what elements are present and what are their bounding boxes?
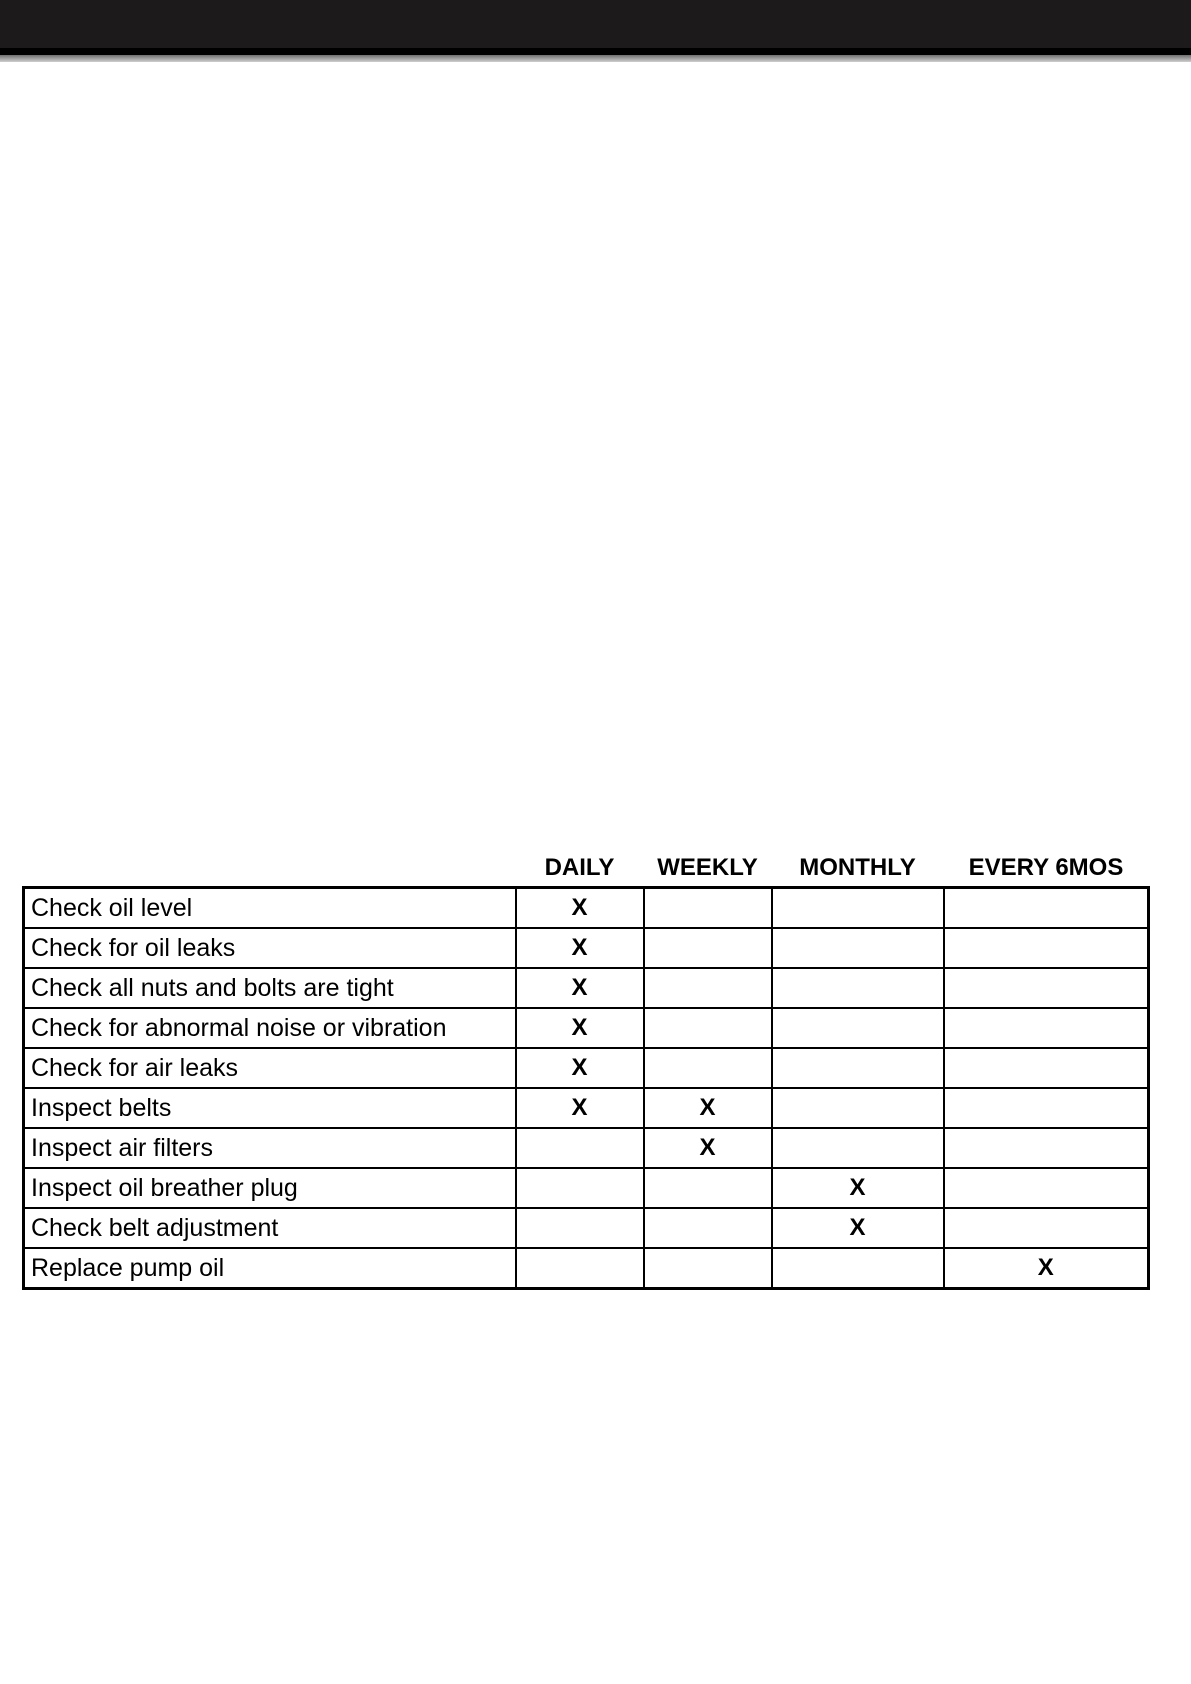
- maintenance-schedule: [22, 848, 1150, 1290]
- table-row: [24, 1168, 1149, 1208]
- monthly-mark: [772, 1248, 944, 1289]
- weekly-mark: [644, 1248, 772, 1289]
- every-6mos-mark: X: [944, 1248, 1149, 1289]
- daily-mark: X: [516, 968, 644, 1008]
- monthly-mark: [772, 928, 944, 968]
- daily-mark: X: [516, 1048, 644, 1088]
- weekly-mark: [644, 1208, 772, 1248]
- task-cell: Check for air leaks: [24, 1048, 516, 1088]
- monthly-mark: [772, 968, 944, 1008]
- task-cell: Check belt adjustment: [24, 1208, 516, 1248]
- table-row: [24, 888, 1149, 929]
- task-cell: Inspect oil breather plug: [24, 1168, 516, 1208]
- table-row: [24, 1088, 1149, 1128]
- weekly-mark: [644, 928, 772, 968]
- table-row: [24, 968, 1149, 1008]
- table-header-row: [24, 848, 1149, 888]
- table-row: [24, 1128, 1149, 1168]
- table-row: [24, 928, 1149, 968]
- every-6mos-mark: [944, 1088, 1149, 1128]
- top-header-bar: [0, 0, 1191, 55]
- weekly-mark: X: [644, 1088, 772, 1128]
- table-row: [24, 1008, 1149, 1048]
- task-cell: Replace pump oil: [24, 1248, 516, 1289]
- weekly-mark: [644, 1168, 772, 1208]
- every-6mos-mark: [944, 968, 1149, 1008]
- weekly-mark: [644, 1048, 772, 1088]
- daily-mark: X: [516, 1008, 644, 1048]
- every-6mos-mark: [944, 1128, 1149, 1168]
- monthly-mark: [772, 1048, 944, 1088]
- every-6mos-mark: [944, 1208, 1149, 1248]
- table-row: [24, 1208, 1149, 1248]
- monthly-mark: [772, 1008, 944, 1048]
- monthly-mark: [772, 1128, 944, 1168]
- weekly-mark: [644, 968, 772, 1008]
- daily-mark: [516, 1248, 644, 1289]
- daily-mark: X: [516, 1088, 644, 1128]
- every-6mos-mark: [944, 1008, 1149, 1048]
- task-column-header: [24, 848, 516, 888]
- maintenance-table: [22, 848, 1150, 1290]
- column-header-weekly: WEEKLY: [657, 854, 758, 881]
- daily-mark: [516, 1128, 644, 1168]
- task-cell: Check all nuts and bolts are tight: [24, 968, 516, 1008]
- daily-mark: X: [516, 888, 644, 929]
- daily-mark: [516, 1168, 644, 1208]
- every-6mos-mark: [944, 1048, 1149, 1088]
- column-header-monthly: MONTHLY: [799, 854, 916, 881]
- monthly-mark: [772, 1088, 944, 1128]
- every-6mos-mark: [944, 928, 1149, 968]
- table-row: [24, 1048, 1149, 1088]
- weekly-mark: [644, 1008, 772, 1048]
- task-cell: Check for abnormal noise or vibration: [24, 1008, 516, 1048]
- header-divider: [0, 55, 1191, 62]
- monthly-mark: [772, 888, 944, 929]
- monthly-mark: X: [772, 1208, 944, 1248]
- monthly-mark: X: [772, 1168, 944, 1208]
- table-row: [24, 1248, 1149, 1289]
- column-header-every-6mos: EVERY 6MOS: [968, 854, 1124, 881]
- column-header-daily: DAILY: [544, 854, 615, 881]
- every-6mos-mark: [944, 1168, 1149, 1208]
- task-cell: Check for oil leaks: [24, 928, 516, 968]
- daily-mark: [516, 1208, 644, 1248]
- task-cell: Inspect air filters: [24, 1128, 516, 1168]
- task-cell: Check oil level: [24, 888, 516, 929]
- daily-mark: X: [516, 928, 644, 968]
- weekly-mark: [644, 888, 772, 929]
- weekly-mark: X: [644, 1128, 772, 1168]
- every-6mos-mark: [944, 888, 1149, 929]
- task-cell: Inspect belts: [24, 1088, 516, 1128]
